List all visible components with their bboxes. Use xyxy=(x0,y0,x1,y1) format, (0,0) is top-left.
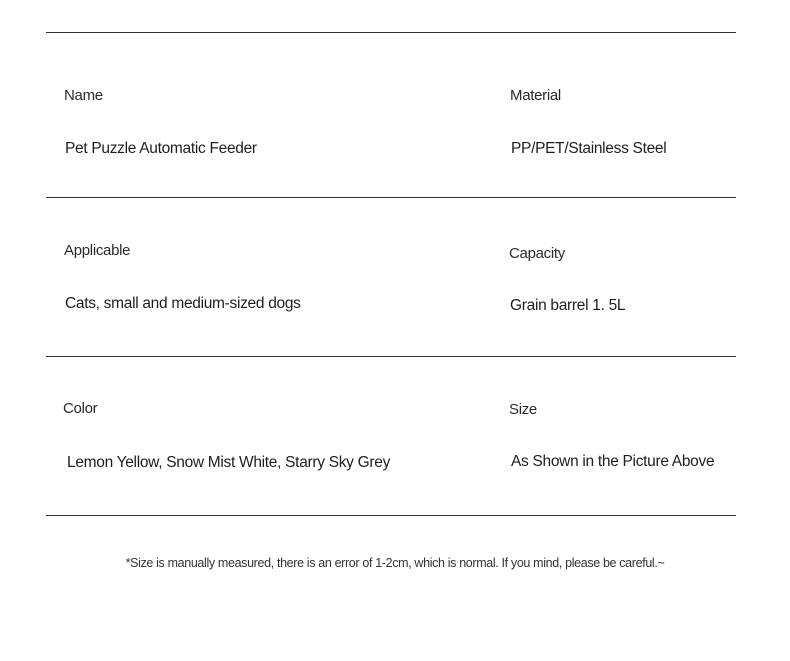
size-label: Size xyxy=(509,401,537,418)
capacity-label: Capacity xyxy=(509,245,565,262)
material-value: PP/PET/Stainless Steel xyxy=(511,140,667,157)
size-footnote: *Size is manually measured, there is an error of 1-2cm, which is normal. If you mind, please be careful.~ xyxy=(125,556,665,570)
applicable-value: Cats, small and medium-sized dogs xyxy=(65,295,301,312)
name-value: Pet Puzzle Automatic Feeder xyxy=(65,140,257,157)
material-label: Material xyxy=(510,87,561,104)
divider-bottom xyxy=(46,515,736,516)
color-value: Lemon Yellow, Snow Mist White, Starry Sky Grey xyxy=(67,454,391,471)
name-label: Name xyxy=(64,87,103,104)
applicable-label: Applicable xyxy=(64,242,131,259)
divider-1 xyxy=(46,197,736,198)
divider-2 xyxy=(46,356,736,357)
capacity-value: Grain barrel 1. 5L xyxy=(510,297,626,314)
divider-top xyxy=(46,32,736,33)
color-label: Color xyxy=(63,400,98,417)
size-value: As Shown in the Picture Above xyxy=(511,453,715,470)
